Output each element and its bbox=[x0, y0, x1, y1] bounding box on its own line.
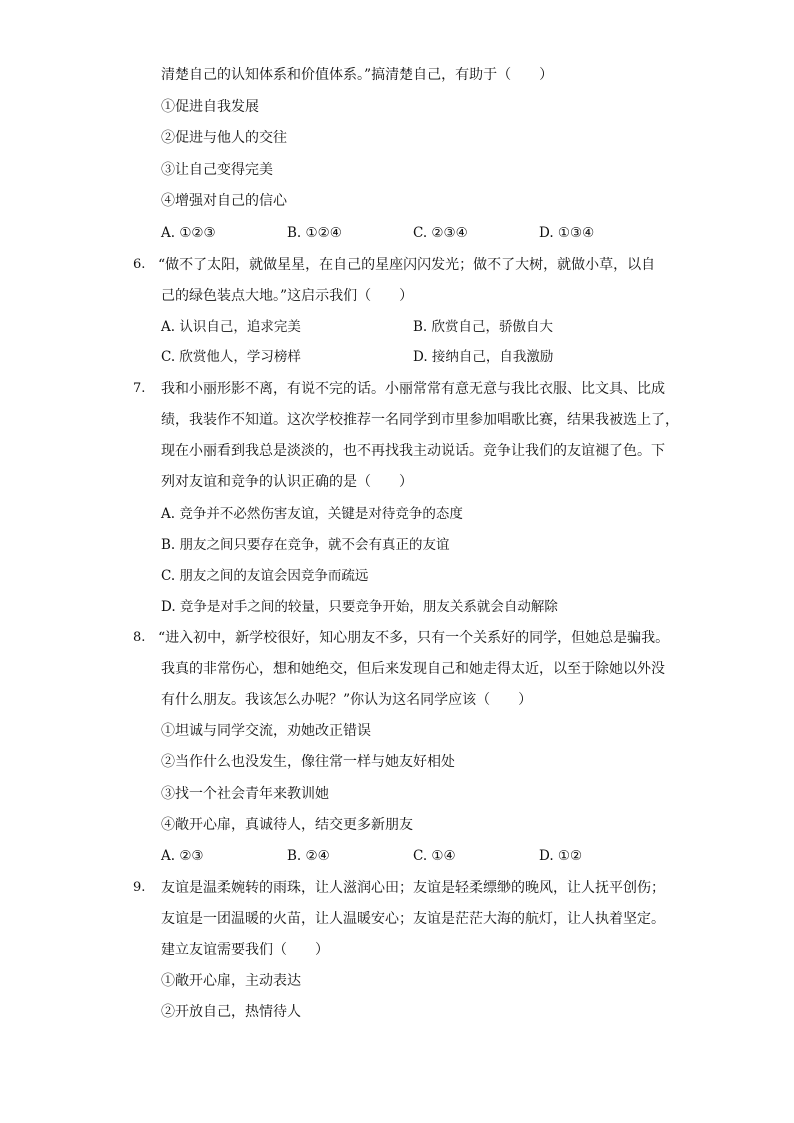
q6-option-c: C. 欣赏他人，学习榜样 bbox=[161, 349, 301, 365]
q5-item-2: ②促进与他人的交往 bbox=[161, 130, 287, 146]
q8-number: 8. bbox=[133, 630, 146, 645]
q6-stem-line: 己的绿色装点大地。”这启示我们（ ） bbox=[161, 288, 414, 304]
q5-option-d: D. ①③④ bbox=[539, 225, 595, 241]
q6-stem-line: “做不了太阳，就做星星，在自己的星座闪闪发光；做不了大树，就做小草，以自 bbox=[158, 257, 656, 273]
q8-item-1: ①坦诚与同学交流，劝她改正错误 bbox=[161, 723, 371, 739]
q6-option-d: D. 接纳自己，自我激励 bbox=[413, 349, 554, 365]
q7-option-b: B. 朋友之间只要存在竞争，就不会有真正的友谊 bbox=[161, 537, 450, 553]
q5-option-b: B. ①②④ bbox=[287, 225, 342, 241]
q6-option-a: A. 认识自己，追求完美 bbox=[161, 319, 301, 335]
q8-stem-line: 有什么朋友。我该怎么办呢？”你认为这名同学应该（ ） bbox=[161, 692, 533, 708]
q5-item-4: ④增强对自己的信心 bbox=[161, 193, 287, 209]
q9-stem-line: 友谊是一团温暖的火苗，让人温暖安心；友谊是茫茫大海的航灯，让人执着坚定。 bbox=[161, 911, 665, 927]
q9-item-1: ①敞开心扉，主动表达 bbox=[161, 973, 301, 989]
q7-option-d: D. 竞争是对手之间的较量，只要竞争开始，朋友关系就会自动解除 bbox=[161, 599, 558, 615]
q5-option-a: A. ①②③ bbox=[161, 225, 216, 241]
q8-item-2: ②当作什么也没发生，像往常一样与她友好相处 bbox=[161, 754, 455, 770]
q8-stem-line: “进入初中，新学校很好，知心朋友不多，只有一个关系好的同学，但她总是骗我。 bbox=[158, 630, 670, 646]
q8-option-d: D. ①② bbox=[539, 848, 583, 864]
q9-stem-line: 建立友谊需要我们（ ） bbox=[161, 942, 329, 958]
q6-number: 6. bbox=[133, 257, 146, 272]
q7-option-c: C. 朋友之间的友谊会因竞争而疏远 bbox=[161, 568, 369, 584]
q8-stem-line: 我真的非常伤心，想和她绝交，但后来发现自己和她走得太近，以至于除她以外没 bbox=[161, 661, 665, 677]
q8-option-c: C. ①④ bbox=[413, 848, 456, 864]
q7-number: 7. bbox=[133, 381, 146, 396]
q6-option-b: B. 欣赏自己，骄傲自大 bbox=[413, 319, 554, 335]
q9-stem-line: 友谊是温柔婉转的雨珠，让人滋润心田；友谊是轻柔缥缈的晚风，让人抚平创伤； bbox=[161, 880, 665, 896]
q5-option-c: C. ②③④ bbox=[413, 225, 468, 241]
q9-item-2: ②开放自己，热情待人 bbox=[161, 1004, 301, 1020]
q9-number: 9. bbox=[133, 880, 146, 895]
q8-option-b: B. ②④ bbox=[287, 848, 330, 864]
q8-option-a: A. ②③ bbox=[161, 848, 204, 864]
q5-item-3: ③让自己变得完美 bbox=[161, 162, 273, 178]
q7-stem-line: 列对友谊和竞争的认识正确的是（ ） bbox=[161, 474, 413, 490]
q7-stem-line: 我和小丽形影不离，有说不完的话。小丽常常有意无意与我比衣服、比文具、比成 bbox=[161, 381, 665, 397]
q7-option-a: A. 竞争并不必然伤害友谊，关键是对待竞争的态度 bbox=[161, 506, 463, 522]
q8-item-4: ④敞开心扉，真诚待人，结交更多新朋友 bbox=[161, 817, 413, 833]
q5-item-1: ①促进自我发展 bbox=[161, 99, 259, 115]
q5-stem-line: 清楚自己的认知体系和价值体系。”搞清楚自己，有助于（ ） bbox=[161, 67, 554, 83]
q7-stem-line: 现在小丽看到我总是淡淡的，也不再找我主动说话。竞争让我们的友谊褪了色。下 bbox=[161, 443, 665, 459]
q7-stem-line: 绩，我装作不知道。这次学校推荐一名同学到市里参加唱歌比赛，结果我被选上了， bbox=[161, 412, 679, 428]
q8-item-3: ③找一个社会青年来教训她 bbox=[161, 786, 329, 802]
